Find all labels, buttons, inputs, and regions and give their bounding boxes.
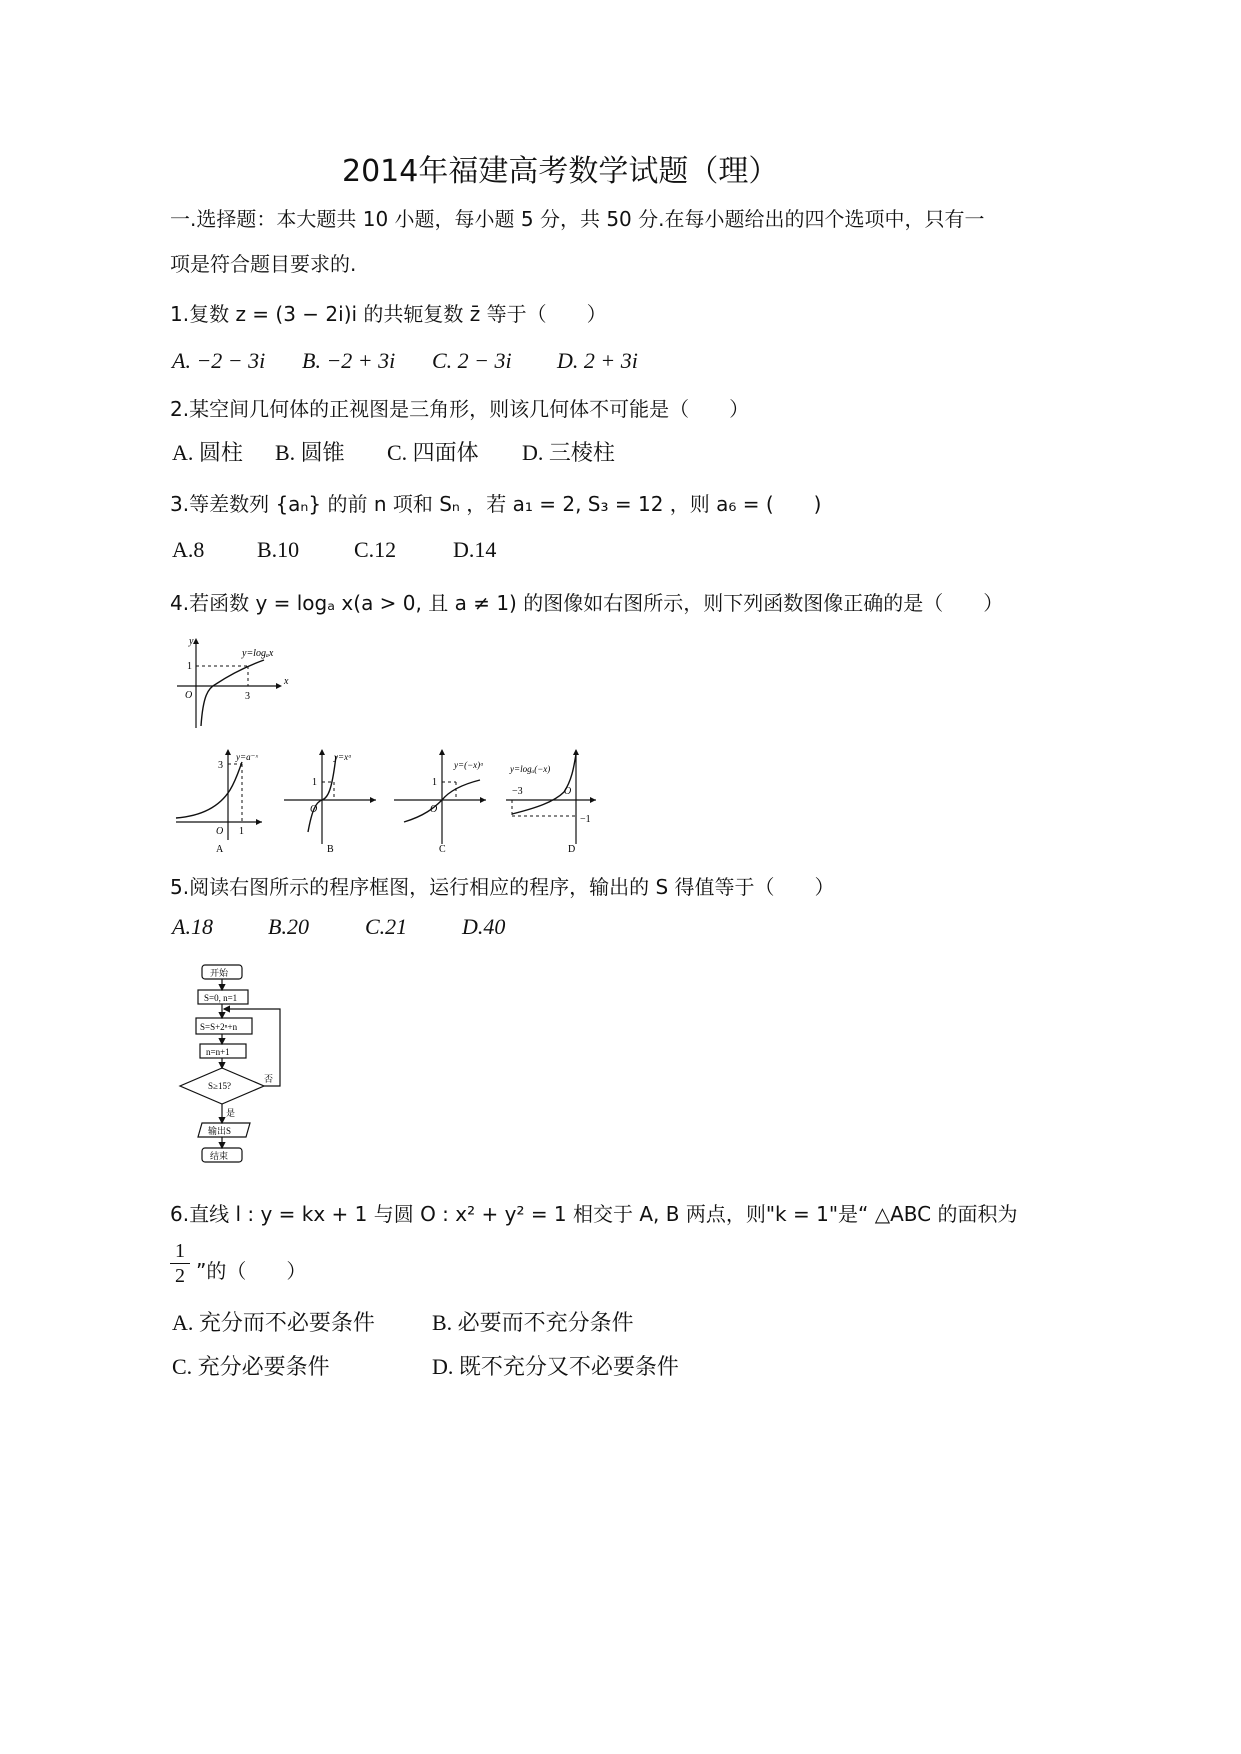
log-function-graph	[172, 632, 302, 732]
option-a-graph	[176, 749, 262, 855]
main-graph-axis-y: y	[189, 636, 194, 647]
program-flowchart	[172, 960, 292, 1170]
main-graph-tick-y: 1	[187, 661, 192, 672]
flow-cond: S≥15?	[208, 1081, 231, 1091]
question-1-option-c: C. 2 − 3i	[432, 348, 512, 373]
flow-start: 开始	[210, 968, 229, 978]
option-d-graph	[506, 749, 596, 855]
option-d-label: y=logₐ(−x)	[510, 764, 551, 774]
question-2-option-c: C. 四面体	[387, 440, 479, 465]
question-6-option-b: B. 必要而不充分条件	[432, 1310, 634, 1335]
option-c-tick-y: 1	[432, 777, 437, 788]
question-3-option-d: D.14	[453, 537, 497, 562]
option-a-letter: A	[216, 844, 224, 855]
option-d-letter: D	[568, 844, 576, 855]
section-instruction-line1: 一.选择题：本大题共 10 小题，每小题 5 分，共 50 分.在每小题给出的四个选项中，只有一	[170, 207, 985, 231]
question-5-option-a: A.18	[172, 914, 213, 939]
question-5-option-c: C.21	[365, 914, 408, 939]
question-5-option-d: D.40	[462, 914, 506, 939]
option-b-tick-y: 1	[312, 777, 317, 788]
option-c-origin: O	[430, 804, 438, 815]
option-d-tick-y: −1	[580, 814, 591, 825]
option-a-tick-x: 1	[239, 826, 244, 837]
page-title: 2014年福建高考数学试题（理）	[342, 154, 779, 189]
question-3-stem: 3.等差数列 {aₙ} 的前 n 项和 Sₙ ，若 a₁ = 2, S₃ = 12 ，则 a₆ = ( )	[170, 492, 822, 516]
main-graph-tick-x: 3	[245, 691, 250, 702]
section-instruction-line2: 项是符合题目要求的.	[170, 252, 357, 276]
question-1-stem: 1.复数 z = (3 − 2i)i 的共轭复数 z̄ 等于（ ）	[170, 302, 607, 326]
question-2-stem: 2.某空间几何体的正视图是三角形，则该几何体不可能是（ ）	[170, 397, 750, 421]
option-a-origin: O	[216, 826, 224, 837]
option-d-tick-x: −3	[512, 786, 523, 797]
question-6-option-c: C. 充分必要条件	[172, 1354, 330, 1379]
fraction-bar	[170, 1263, 190, 1264]
question-3-option-a: A.8	[172, 537, 205, 562]
flow-update: S=S+2ⁿ+n	[200, 1022, 238, 1032]
question-1-option-d: D. 2 + 3i	[557, 348, 638, 373]
main-graph-origin: O	[185, 690, 193, 701]
question-6-option-d: D. 既不充分又不必要条件	[432, 1354, 679, 1379]
main-graph-label: y=logₐx	[242, 648, 274, 659]
flow-no: 否	[264, 1074, 274, 1084]
question-3-option-c: C.12	[354, 537, 397, 562]
question-2-option-b: B. 圆锥	[275, 440, 345, 465]
question-6-stem-tail: ”的（ ）	[196, 1259, 307, 1283]
question-6-stem: 6.直线 l : y = kx + 1 与圆 O : x² + y² = 1 相交于 A, B 两点，则"k = 1"是“ △ABC 的面积为	[170, 1202, 1018, 1226]
question-3-option-b: B.10	[257, 537, 300, 562]
question-1-option-b: B. −2 + 3i	[302, 348, 396, 373]
question-6-option-a: A. 充分而不必要条件	[172, 1310, 375, 1335]
question-6-fraction	[170, 1240, 190, 1287]
question-1-option-a: A. −2 − 3i	[172, 348, 266, 373]
question-2-option-d: D. 三棱柱	[522, 440, 615, 465]
option-a-tick-y: 3	[218, 760, 223, 771]
option-b-letter: B	[327, 844, 334, 855]
flow-incr: n=n+1	[206, 1047, 230, 1057]
flow-output: 输出S	[208, 1126, 232, 1136]
option-c-label: y=(−x)ᵃ	[454, 760, 484, 770]
option-c-graph	[394, 749, 486, 855]
option-a-label: y=a⁻ˣ	[236, 752, 258, 762]
fraction-denominator: 2	[175, 1265, 185, 1287]
flow-yes: 是	[226, 1108, 236, 1118]
question-5-option-b: B.20	[268, 914, 309, 939]
question-2-option-a: A. 圆柱	[172, 440, 243, 465]
option-b-graph	[284, 749, 376, 855]
flow-init: S=0, n=1	[204, 993, 238, 1003]
option-b-label: y=xᵃ	[334, 752, 352, 762]
main-graph-axis-x: x	[284, 676, 289, 687]
question-5-stem: 5.阅读右图所示的程序框图，运行相应的程序，输出的 S 得值等于（ ）	[170, 875, 835, 899]
fraction-numerator: 1	[175, 1240, 185, 1262]
option-graphs	[172, 746, 612, 856]
flow-end: 结束	[210, 1151, 229, 1161]
option-b-origin: O	[310, 804, 318, 815]
question-4-stem: 4.若函数 y = logₐ x(a > 0, 且 a ≠ 1) 的图像如右图所示，则下列函数图像正确的是（ ）	[170, 591, 1004, 615]
option-d-origin: O	[564, 786, 572, 797]
option-c-letter: C	[439, 844, 446, 855]
